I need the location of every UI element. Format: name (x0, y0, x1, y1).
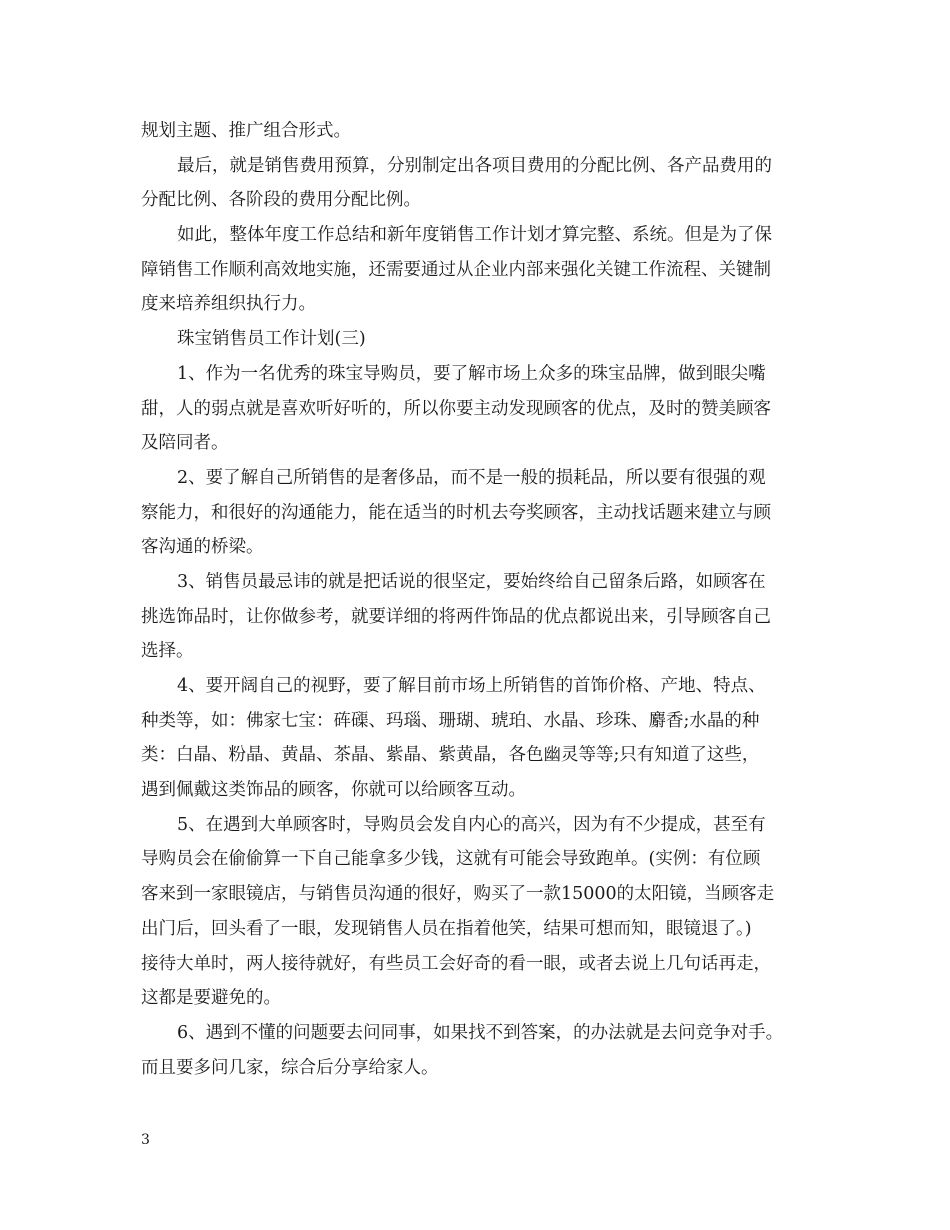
text-line: 如此，整体年度工作总结和新年度销售工作计划才算完整、系统。但是为了保 (177, 225, 772, 246)
text-line: 而且要多问几家，综合后分享给家人。 (141, 1057, 439, 1078)
text-line: 客沟通的桥梁。 (141, 537, 264, 558)
section-heading: 珠宝销售员工作计划(三) (177, 329, 366, 350)
text-line: 选择。 (141, 641, 194, 662)
text-line: 障销售工作顺利高效地实施，还需要通过从企业内部来强化关键工作流程、关键制 (141, 259, 771, 280)
text-line: 度来培养组织执行力。 (141, 294, 316, 315)
text-line: 接待大单时，两人接待就好，有些员工会好奇的看一眼，或者去说上几句话再走， (141, 953, 771, 974)
text-line: 规划主题、推广组合形式。 (141, 121, 351, 141)
document-body (141, 114, 831, 1085)
text-line: 这都是要避免的。 (141, 988, 281, 1009)
text-line: 3、销售员最忌讳的就是把话说的很坚定，要始终给自己留条后路，如顾客在 (177, 571, 766, 592)
page-number: 3 (141, 1132, 150, 1148)
text-line: 6、遇到不懂的问题要去问同事，如果找不到答案，的办法就是去问竞争对手。 (177, 1022, 784, 1043)
text-line: 导购员会在偷偷算一下自己能拿多少钱，这就有可能会导致跑单。(实例：有位顾 (141, 849, 761, 870)
text-line: 最后，就是销售费用预算，分别制定出各项目费用的分配比例、各产品费用的 (177, 155, 772, 176)
text-line: 种类等，如：佛家七宝：砗磲、玛瑙、珊瑚、琥珀、水晶、珍珠、麝香;水晶的种 (141, 710, 760, 731)
text-line: 出门后，回头看了一眼，发现销售人员在指着他笑，结果可想而知，眼镜退了。) (141, 918, 752, 939)
text-line: 4、要开阔自己的视野，要了解目前市场上所销售的首饰价格、产地、特点、 (177, 676, 766, 696)
text-line: 甜，人的弱点就是喜欢听好听的，所以你要主动发现顾客的优点，及时的赞美顾客 (141, 398, 771, 419)
text-line: 挑选饰品时，让你做参考，就要详细的将两件饰品的优点都说出来，引导顾客自己 (141, 606, 771, 627)
text-line: 察能力，和很好的沟通能力，能在适当的时机去夸奖顾客，主动找话题来建立与顾 (141, 502, 771, 523)
text-line: 及陪同者。 (141, 433, 229, 454)
text-line: 分配比例、各阶段的费用分配比例。 (141, 190, 421, 211)
text-line: 遇到佩戴这类饰品的顾客，你就可以给顾客互动。 (141, 780, 526, 801)
text-line: 1、作为一名优秀的珠宝导购员，要了解市场上众多的珠宝品牌，做到眼尖嘴 (177, 363, 766, 384)
text-line: 2、要了解自己所销售的是奢侈品，而不是一般的损耗品，所以要有很强的观 (177, 467, 766, 488)
text-line: 5、在遇到大单顾客时，导购员会发自内心的高兴，因为有不少提成，甚至有 (177, 814, 766, 835)
text-line: 类：白晶、粉晶、黄晶、茶晶、紫晶、紫黄晶，各色幽灵等等;只有知道了这些， (141, 745, 760, 766)
text-line: 客来到一家眼镜店，与销售员沟通的很好，购买了一款15000的太阳镜，当顾客走 (141, 884, 775, 905)
